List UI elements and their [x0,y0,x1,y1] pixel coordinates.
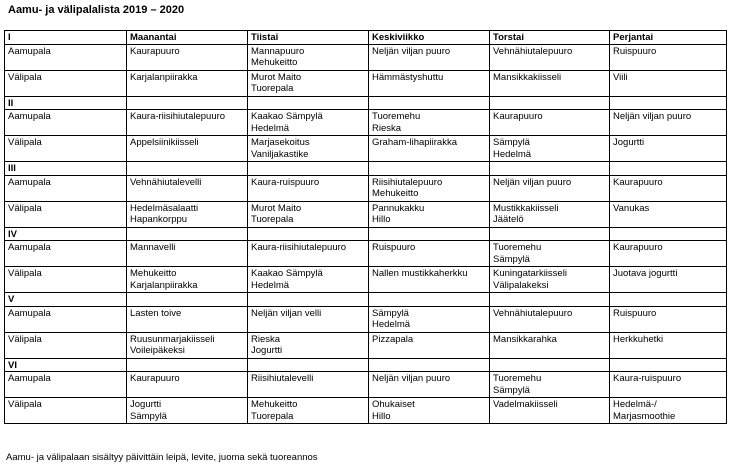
dish-text: Karjalanpiirakka [130,279,198,291]
meal-type-cell: Välipala [5,201,127,227]
dish-text: Viili [613,71,628,83]
dish-text: Hedelmä-/ [613,399,657,410]
menu-cell-wednesday [369,306,490,332]
menu-cell-monday [127,241,248,267]
dish-text: Kaurapuuro [130,373,180,384]
dish-text: Hedelmä [251,122,290,134]
menu-cell-friday [610,44,727,70]
menu-cell-tuesday [248,372,369,398]
empty-cell [369,358,490,372]
dish-text: Murot Maito [251,71,302,83]
dish-text: Neljän viljan velli [251,307,322,319]
week-header-row [5,96,727,110]
column-header-thursday: Torstai [490,31,610,45]
empty-cell [610,96,727,110]
dish-text: Juotava jogurtti [613,268,678,279]
week-label: VI [5,358,127,372]
menu-cell-thursday [490,398,610,424]
week-label: II [5,96,127,110]
dish-text: Nallen mustikkaherkku [372,268,468,279]
menu-cell-friday [610,267,727,293]
dish-text: Marjasekoitus [251,137,310,148]
menu-cell-monday [127,110,248,136]
menu-cell-thursday [490,175,610,201]
meal-type-cell: Välipala [5,398,127,424]
menu-cell-thursday [490,110,610,136]
dish-text: Mansikkakiisseli [493,71,562,83]
dish-text: Mehukeitto [130,268,177,279]
dish-text: Appelsiinikiisseli [130,137,199,148]
table-row [5,398,727,424]
dish-text: Jogurtti [130,399,162,410]
week-header-row [5,358,727,372]
dish-text: Kaakao Sämpylä [251,268,323,279]
dish-text: Välipalakeksi [493,279,549,291]
dish-text: Kaura-riisihiutalepuuro [130,111,226,122]
dish-text: Tuorepala [251,214,294,225]
menu-cell-wednesday [369,372,490,398]
menu-cell-monday [127,267,248,293]
menu-cell-tuesday [248,306,369,332]
menu-cell-thursday [490,372,610,398]
document-title: Aamu- ja välipalalista 2019 – 2020 [8,4,185,16]
menu-cell-thursday [490,267,610,293]
menu-cell-wednesday [369,398,490,424]
menu-cell-monday [127,372,248,398]
dish-text: Voileipäkeksi [130,345,185,356]
table-row [5,306,727,332]
menu-cell-wednesday [369,201,490,227]
menu-cell-friday [610,110,727,136]
dish-text: Kaurapuuro [613,176,663,188]
dish-text: Marjasmoothie [613,410,676,422]
dish-text: Kaura-ruispuuro [251,176,320,188]
dish-text: Tuoremehu [493,373,542,384]
dish-text: Mustikkakiisseli [493,202,559,214]
menu-cell-thursday [490,241,610,267]
menu-cell-friday [610,241,727,267]
menu-cell-monday [127,201,248,227]
menu-cell-thursday [490,70,610,96]
dish-text: Vehnähiutalevelli [130,176,202,188]
dish-text: Hapankorppu [130,214,188,225]
empty-cell [369,162,490,176]
menu-cell-friday [610,398,727,424]
dish-text: Neljän viljan puuro [613,111,692,122]
menu-cell-tuesday [248,44,369,70]
header-row [5,31,727,45]
dish-text: Rieska [372,122,402,134]
empty-cell [127,358,248,372]
dish-text: Ohukaiset [372,399,415,410]
dish-text: Tuorepala [251,83,294,94]
dish-text: Sämpylä [130,410,167,422]
week-header-row [5,162,727,176]
dish-text: Mansikkarahka [493,333,557,345]
dish-text: Lasten toive [130,307,182,319]
menu-cell-wednesday [369,241,490,267]
week-label: III [5,162,127,176]
meal-type-cell: Välipala [5,332,127,358]
meal-type-cell: Aamupala [5,175,127,201]
dish-text: Tuoremehu [372,111,421,122]
menu-cell-monday [127,398,248,424]
menu-cell-thursday [490,306,610,332]
menu-cell-monday [127,70,248,96]
meal-type-cell: Aamupala [5,110,127,136]
meal-type-cell: Välipala [5,267,127,293]
dish-text: Kaura-riisihiutalepuuro [251,242,347,253]
dish-text: Hämmästyshuttu [372,71,444,83]
dish-text: Kuningatarkiisseli [493,268,567,279]
menu-cell-friday [610,201,727,227]
dish-text: Ruispuuro [372,242,416,253]
empty-cell [248,162,369,176]
menu-cell-thursday [490,44,610,70]
dish-text: Neljän viljan puuro [493,176,572,188]
dish-text: Neljän viljan puuro [372,373,451,384]
dish-text: Vaniljakastike [251,148,309,160]
table-row [5,332,727,358]
empty-cell [127,293,248,307]
empty-cell [369,293,490,307]
dish-text: Sämpylä [372,307,409,319]
menu-cell-tuesday [248,136,369,162]
table-row [5,267,727,293]
dish-text: Ruispuuro [613,45,657,57]
menu-cell-wednesday [369,110,490,136]
dish-text: Mannapuuro [251,45,305,57]
dish-text: Kaurapuuro [493,111,543,122]
table-row [5,70,727,96]
meal-type-cell: Aamupala [5,44,127,70]
empty-cell [490,293,610,307]
menu-cell-monday [127,175,248,201]
table-row [5,136,727,162]
dish-text: Hedelmä [493,148,532,160]
menu-cell-wednesday [369,332,490,358]
empty-cell [248,96,369,110]
dish-text: Tuoremehu [493,242,542,253]
dish-text: Vanukas [613,202,650,214]
empty-cell [127,227,248,241]
menu-cell-friday [610,306,727,332]
menu-cell-wednesday [369,267,490,293]
menu-cell-thursday [490,201,610,227]
dish-text: Vadelmakiisseli [493,399,558,410]
dish-text: Mehukeitto [372,188,419,199]
empty-cell [248,293,369,307]
meal-type-cell: Välipala [5,136,127,162]
table-row [5,44,727,70]
table-row [5,372,727,398]
column-header-monday: Maanantai [127,31,248,45]
menu-cell-thursday [490,136,610,162]
empty-cell [610,162,727,176]
table-row [5,241,727,267]
menu-table-body [5,31,727,424]
dish-text: Tuorepala [251,410,294,422]
dish-text: Vehnähiutalepuuro [493,45,573,57]
dish-text: Karjalanpiirakka [130,71,198,83]
empty-cell [610,227,727,241]
menu-cell-wednesday [369,70,490,96]
dish-text: Jäätelö [493,214,524,225]
table-row [5,201,727,227]
dish-text: Ruusunmarjakiisseli [130,333,215,345]
week-label: IV [5,227,127,241]
menu-cell-friday [610,332,727,358]
dish-text: Herkkuhetki [613,333,664,345]
menu-cell-wednesday [369,136,490,162]
dish-text: Sämpylä [493,137,530,148]
menu-cell-monday [127,136,248,162]
table-row [5,110,727,136]
dish-text: Rieska [251,333,281,345]
dish-text: Murot Maito [251,202,302,214]
dish-text: Hillo [372,214,391,225]
dish-text: Sämpylä [493,253,530,265]
empty-cell [610,293,727,307]
menu-cell-monday [127,44,248,70]
dish-text: Jogurtti [613,137,645,148]
dish-text: Mehukeitto [251,57,298,68]
menu-cell-wednesday [369,175,490,201]
dish-text: Kaurapuuro [613,242,663,253]
dish-text: Graham-lihapiirakka [372,137,458,148]
menu-cell-tuesday [248,175,369,201]
empty-cell [248,358,369,372]
dish-text: Hedelmä [251,279,290,291]
menu-cell-wednesday [369,44,490,70]
dish-text: Kaura-ruispuuro [613,373,682,384]
menu-cell-tuesday [248,267,369,293]
empty-cell [610,358,727,372]
empty-cell [490,358,610,372]
dish-text: Hedelmäsalaatti [130,202,199,214]
meal-type-cell: Aamupala [5,372,127,398]
empty-cell [369,96,490,110]
empty-cell [490,96,610,110]
menu-cell-tuesday [248,110,369,136]
dish-text: Hillo [372,410,391,422]
empty-cell [248,227,369,241]
menu-cell-monday [127,306,248,332]
menu-cell-tuesday [248,201,369,227]
column-header-wednesday: Keskiviikko [369,31,490,45]
week-label: V [5,293,127,307]
meal-type-cell: Aamupala [5,241,127,267]
dish-text: Kaurapuuro [130,45,180,57]
snack-menu-table [4,30,727,424]
dish-text: Vehnähiutalepuuro [493,307,573,319]
menu-cell-monday [127,332,248,358]
meal-type-cell: Välipala [5,70,127,96]
menu-cell-tuesday [248,332,369,358]
empty-cell [490,162,610,176]
empty-cell [369,227,490,241]
menu-cell-friday [610,175,727,201]
table-row [5,175,727,201]
menu-cell-tuesday [248,241,369,267]
week-header-row [5,293,727,307]
column-header-friday: Perjantai [610,31,727,45]
column-header-tuesday: Tiistai [248,31,369,45]
dish-text: Neljän viljan puuro [372,45,451,57]
dish-text: Mehukeitto [251,399,298,410]
dish-text: Pannukakku [372,202,425,214]
dish-text: Mannavelli [130,242,176,253]
menu-cell-friday [610,70,727,96]
week-label: I [5,31,127,45]
empty-cell [127,96,248,110]
menu-cell-thursday [490,332,610,358]
dish-text: Riisihiutalevelli [251,373,314,384]
empty-cell [127,162,248,176]
dish-text: Hedelmä [372,319,411,330]
dish-text: Ruispuuro [613,307,657,319]
dish-text: Jogurtti [251,345,283,356]
menu-cell-friday [610,136,727,162]
dish-text: Sämpylä [493,384,530,396]
menu-cell-friday [610,372,727,398]
dish-text: Riisihiutalepuuro [372,176,443,188]
dish-text: Kaakao Sämpylä [251,111,323,122]
dish-text: Pizzapala [372,333,414,345]
meal-type-cell: Aamupala [5,306,127,332]
menu-cell-tuesday [248,70,369,96]
week-header-row [5,227,727,241]
footer-note: Aamu- ja välipalaan sisältyy päivittäin leipä, levite, juoma sekä tuoreannos [6,452,318,463]
menu-cell-tuesday [248,398,369,424]
empty-cell [490,227,610,241]
